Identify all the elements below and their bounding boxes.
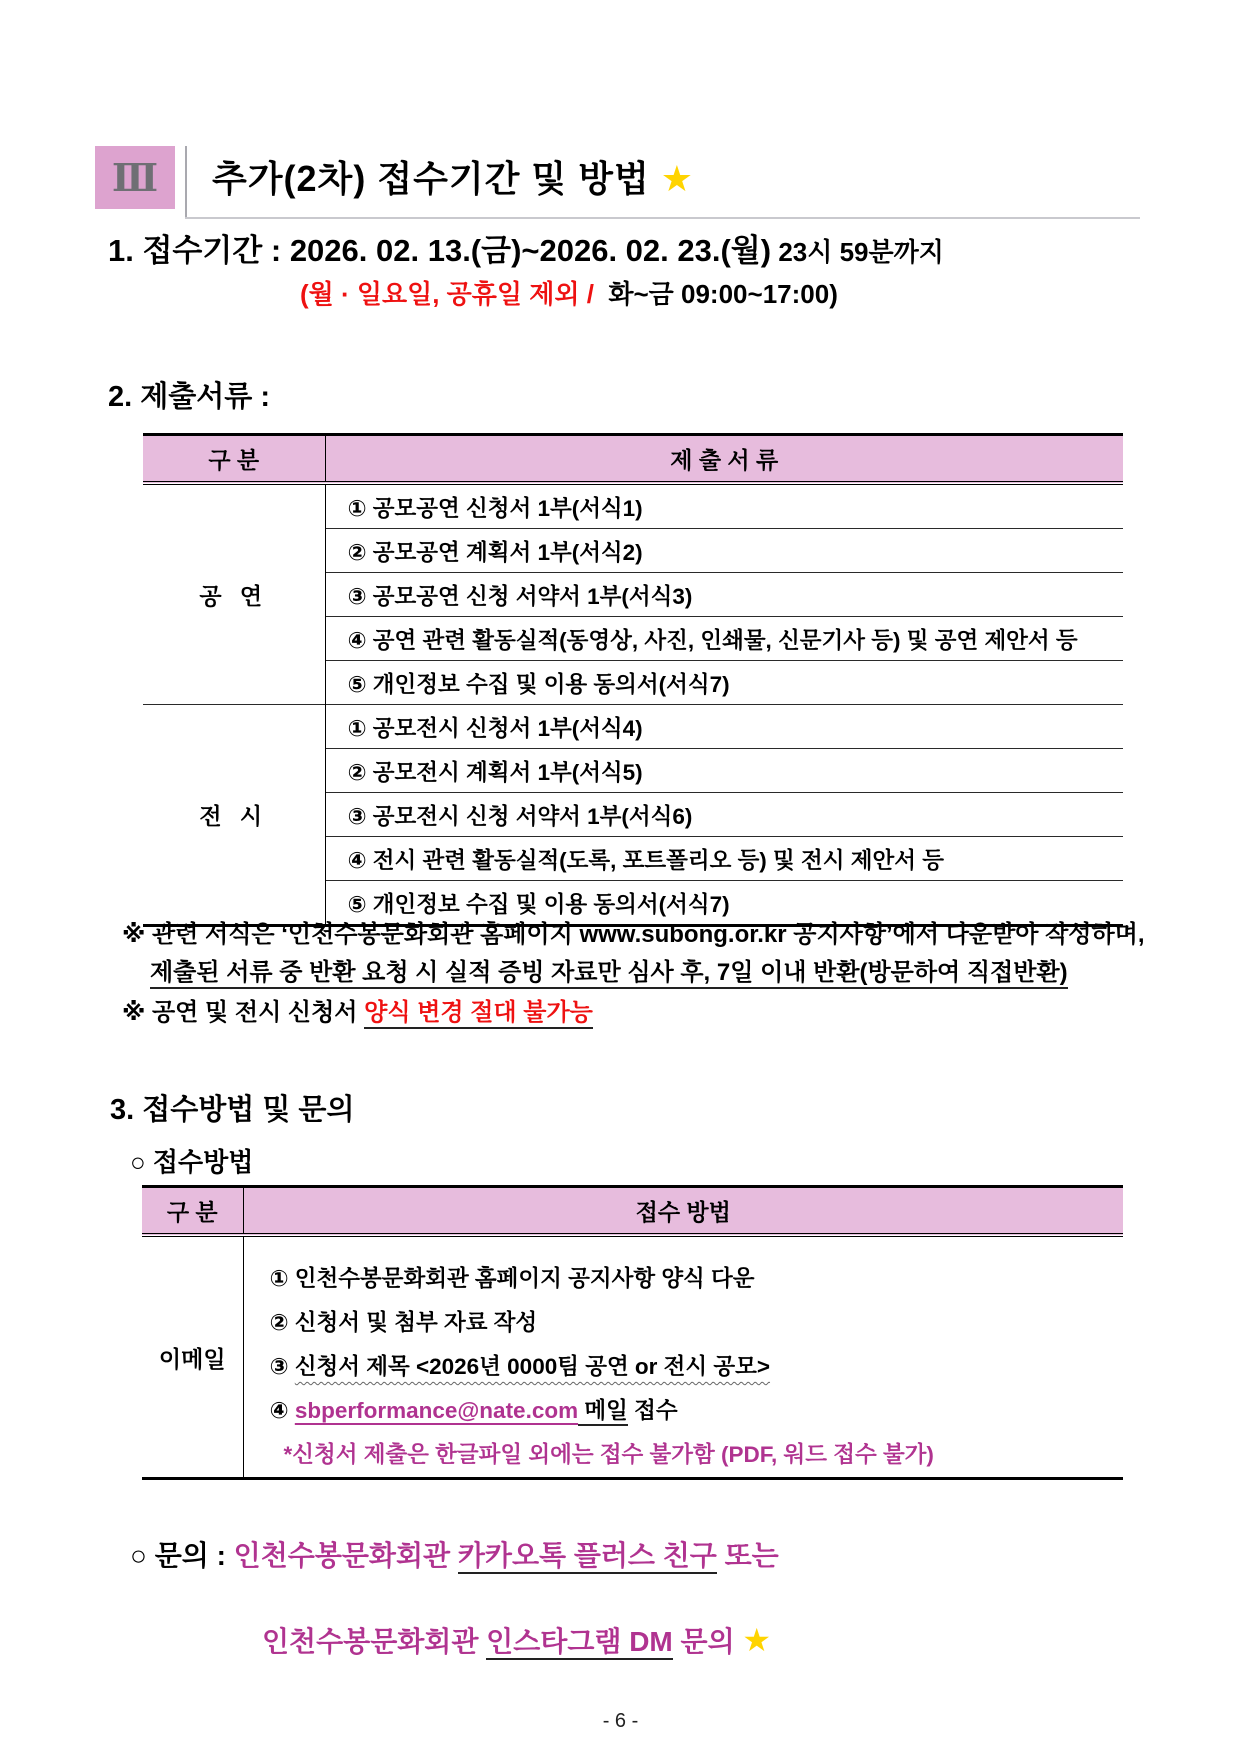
documents-col-header-category: 구 분 xyxy=(143,435,325,484)
document-item: ④ 공연 관련 활동실적(동영상, 사진, 인쇄물, 신문기사 등) 및 공연 제안서 등 xyxy=(325,617,1123,661)
note-return-policy-underlined: 제출된 서류 중 반환 요청 시 실적 증빙 자료만 심사 후, 7일 이내 반환(방문하여 직접반환) xyxy=(150,959,1068,989)
document-item: ① 공모전시 신청서 1부(서식4) xyxy=(325,705,1123,749)
header-vertical-divider xyxy=(185,146,187,219)
method-step-4-rest: 접수 xyxy=(627,1398,678,1423)
period-hours-line xyxy=(300,274,838,311)
email-address: sbperformance@nate.com xyxy=(294,1398,579,1423)
period-until: 23시 59분까지 xyxy=(771,237,944,267)
period-label: 1. 접수기간 : xyxy=(108,233,290,268)
documents-heading: 2. 제출서류 : xyxy=(108,381,271,413)
inquiry-or: 또는 xyxy=(716,1540,779,1571)
inquiry-org-2: 인천수봉문화회관 xyxy=(262,1626,487,1657)
inquiry-line-1 xyxy=(130,1534,779,1574)
method-heading: 3. 접수방법 및 문의 xyxy=(110,1094,355,1126)
document-item: ② 공모전시 계획서 1부(서식5) xyxy=(325,749,1123,793)
period-hours-black: 화~금 09:00~17:00) xyxy=(608,279,838,309)
header-underline xyxy=(185,217,1140,219)
method-sub-heading: ○ 접수방법 xyxy=(130,1147,254,1177)
note-return-policy xyxy=(150,952,1068,987)
inquiry-line-2 xyxy=(262,1620,771,1660)
inquiry-prefix: ○ 문의 : xyxy=(130,1540,234,1571)
method-col-header-method: 접수 방법 xyxy=(243,1187,1123,1236)
note-no-format-change-prefix: ※ 공연 및 전시 신청서 xyxy=(122,999,365,1026)
table-row xyxy=(143,483,1123,529)
document-item: ③ 공모공연 신청 서약서 1부(서식3) xyxy=(325,573,1123,617)
category-cell-performance: 공 연 xyxy=(143,483,325,705)
inquiry-star-icon: ★ xyxy=(742,1622,772,1658)
inquiry-org-1: 인천수봉문화회관 xyxy=(233,1540,458,1571)
inquiry-suffix: 문의 xyxy=(672,1626,743,1657)
method-warning: *신청서 제출은 한글파일 외에는 접수 불가함 (PDF, 워드 접수 불가) xyxy=(283,1442,934,1467)
document-item: ④ 전시 관련 활동실적(도록, 포트폴리오 등) 및 전시 제안서 등 xyxy=(325,837,1123,881)
inquiry-kakao: 카카오톡 플러스 친구 xyxy=(458,1540,717,1574)
method-step-4-number: ④ xyxy=(269,1398,295,1423)
period-dates: 2026. 02. 13.(금)~2026. 02. 23.(월) xyxy=(289,233,772,268)
page-number: - 6 - xyxy=(602,1710,639,1732)
note-no-format-change xyxy=(122,992,593,1027)
documents-table-header-row xyxy=(143,435,1123,484)
method-step-4-mail: 메일 xyxy=(578,1398,628,1426)
document-item: ③ 공모전시 신청 서약서 1부(서식6) xyxy=(325,793,1123,837)
table-row xyxy=(143,705,1123,749)
section-title-text: 추가(2차) 접수기간 및 방법 xyxy=(212,158,661,199)
method-step-1: ① 인천수봉문화회관 홈페이지 공지사항 양식 다운 xyxy=(269,1266,755,1291)
documents-col-header-docs: 제 출 서 류 xyxy=(325,435,1123,484)
title-star-icon: ★ xyxy=(660,158,695,199)
section-number-box xyxy=(95,146,175,209)
method-step-3-title: 신청서 제목 <2026년 0000팀 공연 or 전시 공모> xyxy=(294,1354,771,1379)
note-no-format-change-red: 양식 변경 절대 불가능 xyxy=(364,999,593,1029)
document-item: ⑤ 개인정보 수집 및 이용 동의서(서식7) xyxy=(325,661,1123,705)
documents-table xyxy=(143,433,1123,927)
method-steps-cell xyxy=(243,1235,1123,1479)
document-item: ① 공모공연 신청서 1부(서식1) xyxy=(325,483,1123,529)
period-line xyxy=(108,225,944,270)
method-table-header-row xyxy=(142,1187,1123,1236)
inquiry-instagram-dm: 인스타그램 DM xyxy=(486,1626,673,1660)
method-col-header-category: 구 분 xyxy=(142,1187,243,1236)
method-step-4 xyxy=(270,1389,1124,1433)
section-title xyxy=(212,151,694,202)
category-cell-email: 이메일 xyxy=(142,1235,243,1479)
document-item: ⑤ 개인정보 수집 및 이용 동의서(서식7) xyxy=(325,881,1123,926)
method-step-3-number: ③ xyxy=(269,1354,295,1379)
document-item: ② 공모공연 계획서 1부(서식2) xyxy=(325,529,1123,573)
note-download-forms: ※ 관련 서식은 ‘인천수봉문화회관 홈페이지 www.subong.or.kr 공지사항’에서 다운받아 작성하며, xyxy=(122,921,1145,948)
category-cell-exhibition: 전 시 xyxy=(143,705,325,926)
section-roman-numeral: Ⅲ xyxy=(111,157,159,200)
method-table xyxy=(142,1185,1123,1480)
method-step-3 xyxy=(270,1345,1124,1389)
period-exclusion-red: (월 · 일요일, 공휴일 제외 / xyxy=(300,279,609,309)
table-row xyxy=(142,1235,1123,1479)
method-step-2: ② 신청서 및 첨부 자료 작성 xyxy=(269,1310,538,1335)
